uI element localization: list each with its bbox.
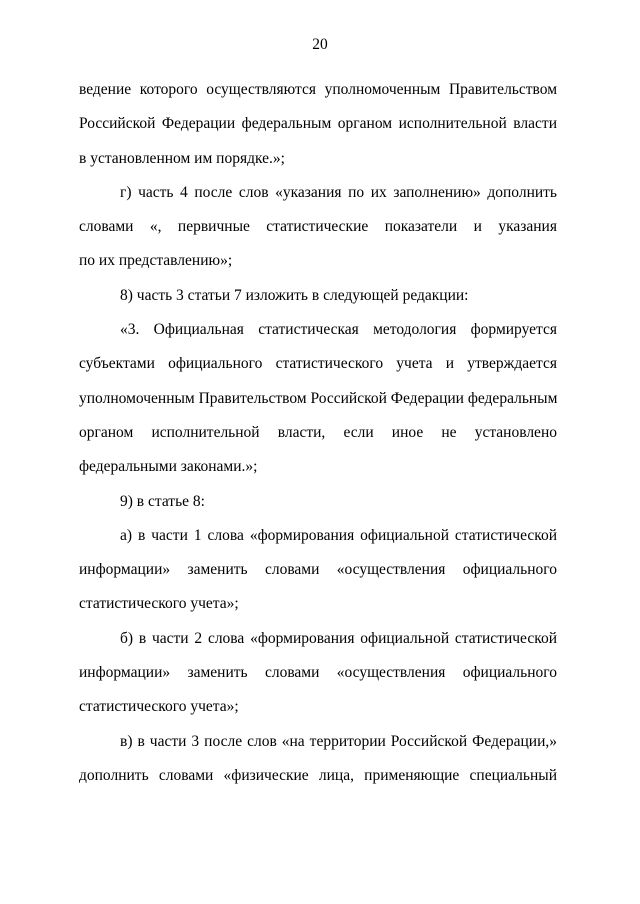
text-line: в) в части 3 после слов «на территории Российской Федерации,» [120,732,557,750]
text-line: б) в части 2 слова «формирования официальной статистической [120,629,557,647]
text-line: а) в части 1 слова «формирования официальной статистической [120,526,557,544]
text-line: ведение которого осуществляются уполномоченным Правительством [79,81,557,98]
text-line: информации» заменить словами «осуществления официального [79,561,557,579]
text-line: статистического учета»; [79,595,239,613]
text-line: уполномоченным Правительством Российской Федерации федеральным [79,389,558,407]
paragraph [79,176,557,279]
text-line: субъектами официального статистического учета и утверждается [79,355,557,373]
paragraph [79,622,557,725]
text-line: 8) часть 3 статьи 7 изложить в следующей редакции: [120,286,469,304]
text-line: «3. Официальная статистическая методология формируется [120,321,557,339]
text-line: органом исполнительной власти, если иное не установлено [79,423,557,441]
text-line: по их представлению»; [79,252,233,270]
paragraph [79,519,557,622]
page-number: 20 [312,36,328,53]
document-body [79,73,557,793]
paragraph [79,73,557,176]
text-line: дополнить словами «физические лица, применяющие специальный [79,766,557,784]
paragraph [79,725,557,794]
text-line: 9) в статье 8: [120,492,205,510]
text-line: информации» заменить словами «осуществления официального [79,664,557,682]
text-line: статистического учета»; [79,698,239,716]
text-line: г) часть 4 после слов «указания по их заполнению» дополнить [120,183,557,201]
paragraph [79,313,557,484]
text-line: в установленном им порядке.»; [79,149,285,167]
text-line: словами «, первичные статистические показатели и указания [79,218,557,236]
paragraph [79,279,557,313]
paragraph [79,485,557,519]
text-line: Российской Федерации федеральным органом исполнительной власти [79,115,557,133]
text-line: федеральными законами.»; [79,458,258,476]
